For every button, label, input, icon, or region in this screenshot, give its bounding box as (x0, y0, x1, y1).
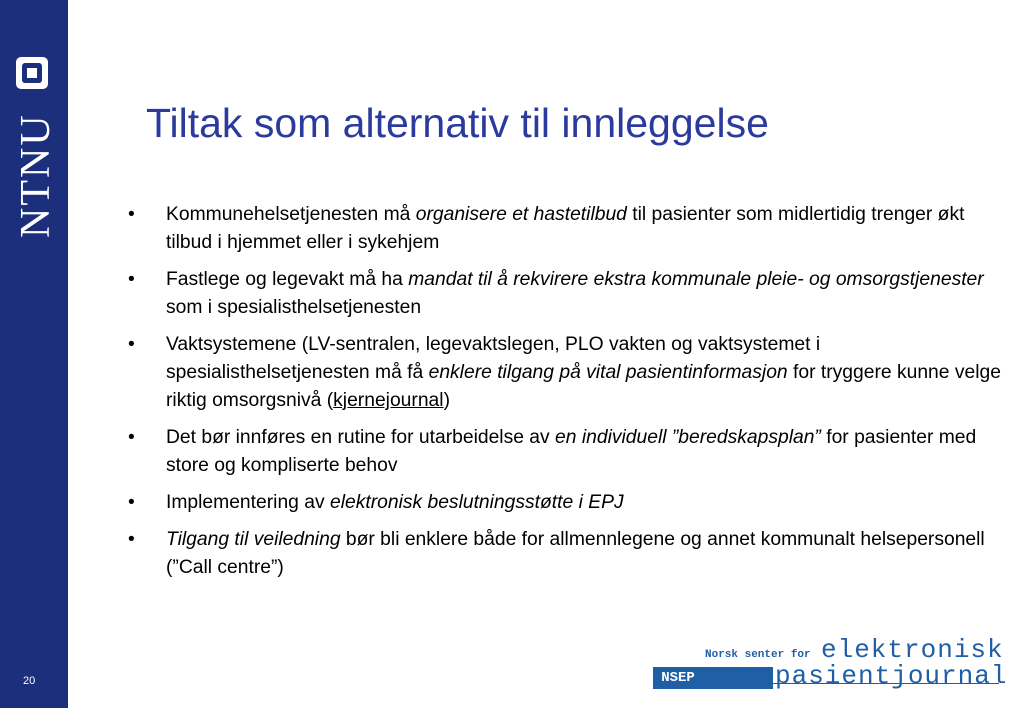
bullet-text: for pasienter med store og kompliserte behov (166, 427, 977, 476)
nsep-bar (703, 667, 773, 689)
bullet-item (128, 489, 1003, 517)
ntnu-wordmark: NTNU (13, 113, 59, 238)
bullet-text: Fastlege og legevakt må ha (166, 269, 409, 290)
ntnu-sidebar (0, 0, 68, 708)
bullet-item (128, 526, 1003, 582)
bullet-item (128, 266, 1003, 322)
bullet-text: til pasienter som midlertidig trenger økt tilbud i hjemmet eller i sykehjem (166, 204, 965, 253)
bullet-item (128, 201, 1003, 257)
bullet-emphasis: organisere et hastetilbud (415, 204, 627, 225)
nsep-abbr: NSEP (653, 667, 703, 689)
bullet-text: Det bør innføres en rutine for utarbeidelse av (166, 427, 556, 448)
bullet-item (128, 331, 1003, 415)
bullet-emphasis: en individuell ”beredskapsplan” (555, 427, 821, 448)
nsep-line2: pasientjournal (775, 661, 1008, 691)
slide-title: Tiltak som alternativ til innleggelse (146, 100, 769, 146)
bullet-emphasis: Tilgang til veiledning (166, 529, 341, 550)
bullet-text: for tryggere kunne velge riktig omsorgsnivå ( (166, 362, 1001, 411)
bullet-emphasis: enklere tilgang på vital pasientinformasjon (428, 362, 788, 383)
bullet-text: som i spesialisthelsetjenesten (166, 297, 422, 318)
nsep-logo (653, 635, 1008, 691)
page-number: 20 (23, 675, 36, 687)
ntnu-logo-icon (14, 55, 50, 91)
bullet-text: bør bli enklere både for allmennlegene og annet kommunalt helsepersonell (”Call centre”) (166, 529, 985, 578)
bullet-emphasis: elektronisk beslutningsstøtte i EPJ (329, 492, 624, 513)
nsep-tagline: Norsk senter for (705, 649, 811, 661)
bullet-emphasis: mandat til å rekvirere ekstra kommunale pleie- og omsorgstjenester (408, 269, 984, 290)
bullet-text: ) (443, 390, 450, 411)
bullet-text: Kommunehelsetjenesten må (166, 204, 416, 225)
bullet-list (128, 201, 1003, 591)
bullet-item (128, 424, 1003, 480)
kjernejournal-link[interactable]: kjernejournal (333, 390, 444, 411)
bullet-text: Vaktsystemene (LV-sentralen, legevaktslegen, PLO vakten og vaktsystemet i spesialisthelsetjenesten må få (166, 334, 821, 383)
nsep-line1: elektronisk (821, 635, 1004, 665)
bullet-text: Implementering av (166, 492, 330, 513)
